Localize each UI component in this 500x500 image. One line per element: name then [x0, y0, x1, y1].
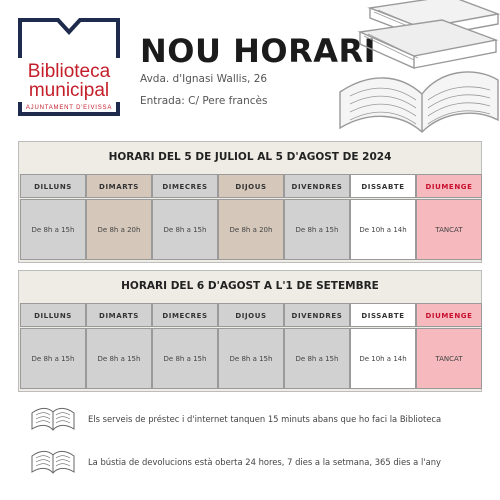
day-saturday: DISSABTE: [350, 174, 416, 198]
hours-wednesday: De 8h a 15h: [152, 199, 218, 260]
hours-saturday: De 10h a 14h: [350, 328, 416, 389]
logo-line-2: municipal: [28, 80, 110, 101]
note-loan-internet: [30, 405, 490, 435]
entrance-text: Entrada: C/ Pere francès: [140, 95, 268, 107]
day-sunday: DIUMENGE: [416, 303, 482, 327]
hours-saturday: De 10h a 14h: [350, 199, 416, 260]
logo-line-1: Biblioteca: [27, 61, 111, 82]
hours-wednesday: De 8h a 15h: [152, 328, 218, 389]
day-thursday: DIJOUS: [218, 303, 284, 327]
open-book-icon: [30, 405, 76, 433]
day-friday: DIVENDRES: [284, 303, 350, 327]
logo-line-3: AJUNTAMENT D'EIVISSA: [25, 105, 113, 111]
day-tuesday: DIMARTS: [86, 174, 152, 198]
books-illustration-icon: [330, 0, 500, 140]
hours-monday: De 8h a 15h: [20, 199, 86, 260]
schedule-summer-2: [18, 270, 482, 392]
hours-row: [20, 328, 482, 389]
day-sunday: DIUMENGE: [416, 174, 482, 198]
weekday-header-row: [20, 303, 482, 327]
day-wednesday: DIMECRES: [152, 174, 218, 198]
day-tuesday: DIMARTS: [86, 303, 152, 327]
hours-friday: De 8h a 15h: [284, 199, 350, 260]
day-monday: DILLUNS: [20, 303, 86, 327]
hours-thursday: De 8h a 20h: [218, 199, 284, 260]
hours-thursday: De 8h a 15h: [218, 328, 284, 389]
day-thursday: DIJOUS: [218, 174, 284, 198]
schedule-title: HORARI DEL 6 D'AGOST A L'1 DE SETEMBRE: [121, 280, 379, 292]
hours-sunday: TANCAT: [416, 199, 482, 260]
page-title: NOU HORARI: [140, 32, 377, 70]
library-logo: [18, 18, 120, 116]
note-text: La bústia de devolucions està oberta 24 hores, 7 dies a la setmana, 365 dies a l'any: [88, 457, 441, 467]
schedule-summer-1: [18, 141, 482, 263]
day-wednesday: DIMECRES: [152, 303, 218, 327]
schedule-title: HORARI DEL 5 DE JULIOL AL 5 D'AGOST DE 2024: [108, 151, 392, 163]
hours-monday: De 8h a 15h: [20, 328, 86, 389]
hours-friday: De 8h a 15h: [284, 328, 350, 389]
note-return-box: [30, 448, 490, 478]
day-friday: DIVENDRES: [284, 174, 350, 198]
day-monday: DILLUNS: [20, 174, 86, 198]
hours-tuesday: De 8h a 15h: [86, 328, 152, 389]
weekday-header-row: [20, 174, 482, 198]
hours-row: [20, 199, 482, 260]
open-book-icon: [30, 448, 76, 476]
note-text: Els serveis de préstec i d'internet tanquen 15 minuts abans que ho faci la Biblioteca: [88, 414, 442, 424]
day-saturday: DISSABTE: [350, 303, 416, 327]
hours-tuesday: De 8h a 20h: [86, 199, 152, 260]
address-text: Avda. d'Ignasi Wallis, 26: [140, 73, 268, 85]
hours-sunday: TANCAT: [416, 328, 482, 389]
